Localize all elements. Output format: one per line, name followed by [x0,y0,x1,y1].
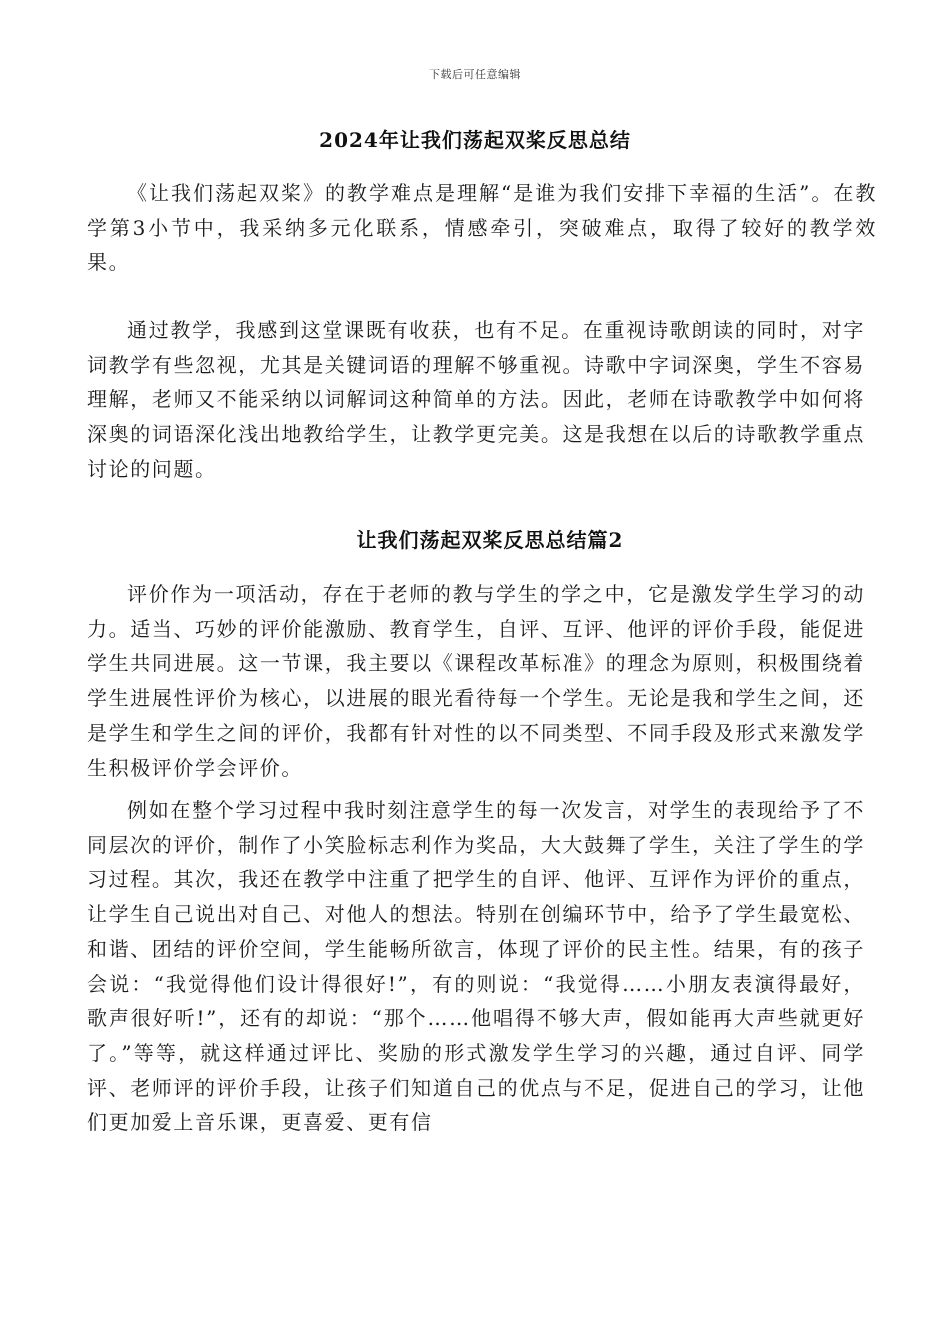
paragraph-2: 通过教学，我感到这堂课既有收获，也有不足。在重视诗歌朗读的同时，对字词教学有些忽视，尤其是关键词语的理解不够重视。诗歌中字词深奥，学生不容易理解，老师又不能采纳以词解词这种简单的方法。因此，老师在诗歌教学中如何将深奥的词语深化浅出地教给学生，让教学更完美。这是我想在以后的诗歌教学重点讨论的问题。 [87,318,865,481]
paragraph-4: 例如在整个学习过程中我时刻注意学生的每一次发言，对学生的表现给予了不同层次的评价，制作了小笑脸标志利作为奖品，大大鼓舞了学生，关注了学生的学习过程。其次，我还在教学中注重了把学生的自评、他评、互评作为评价的重点，让学生自己说出对自己、对他人的想法。特别在创编环节中，给予了学生最宽松、和谐、团结的评价空间，学生能畅所欲言，体现了评价的民主性。结果，有的孩子会说：“我觉得他们设计得很好!”，有的则说：“我觉得……小朋友表演得最好，歌声很好听!”，还有的却说：“那个……他唱得不够大声，假如能再大声些就更好了。”等等，就这样通过评比、奖励的形式激发学生学习的兴趣，通过自评、同学评、老师评的评价手段，让孩子们知道自己的优点与不足，促进自己的学习，让他们更加爱上音乐课，更喜爱、更有信 [87,798,865,1135]
paragraph-3: 评价作为一项活动，存在于老师的教与学生的学之中，它是激发学生学习的动力。适当、巧妙的评价能激励、教育学生，自评、互评、他评的评价手段，能促进学生共同进展。这一节课，我主要以《课程改革标准》的理念为原则，积极围绕着学生进展性评价为核心，以进展的眼光看待每一个学生。无论是我和学生之间，还是学生和学生之间的评价，我都有针对性的以不同类型、不同手段及形式来激发学生积极评价学会评价。 [87,582,865,780]
header-note: 下载后可任意编辑 [429,68,521,81]
section-2-title: 让我们荡起双桨反思总结篇2 [356,528,624,552]
paragraph-1: 《让我们荡起双桨》的教学难点是理解“是谁为我们安排下幸福的生活”。在教学第3小节中，我采纳多元化联系，情感牵引，突破难点，取得了较好的教学效果。 [87,181,877,275]
document-title: 2024年让我们荡起双桨反思总结 [319,128,631,152]
